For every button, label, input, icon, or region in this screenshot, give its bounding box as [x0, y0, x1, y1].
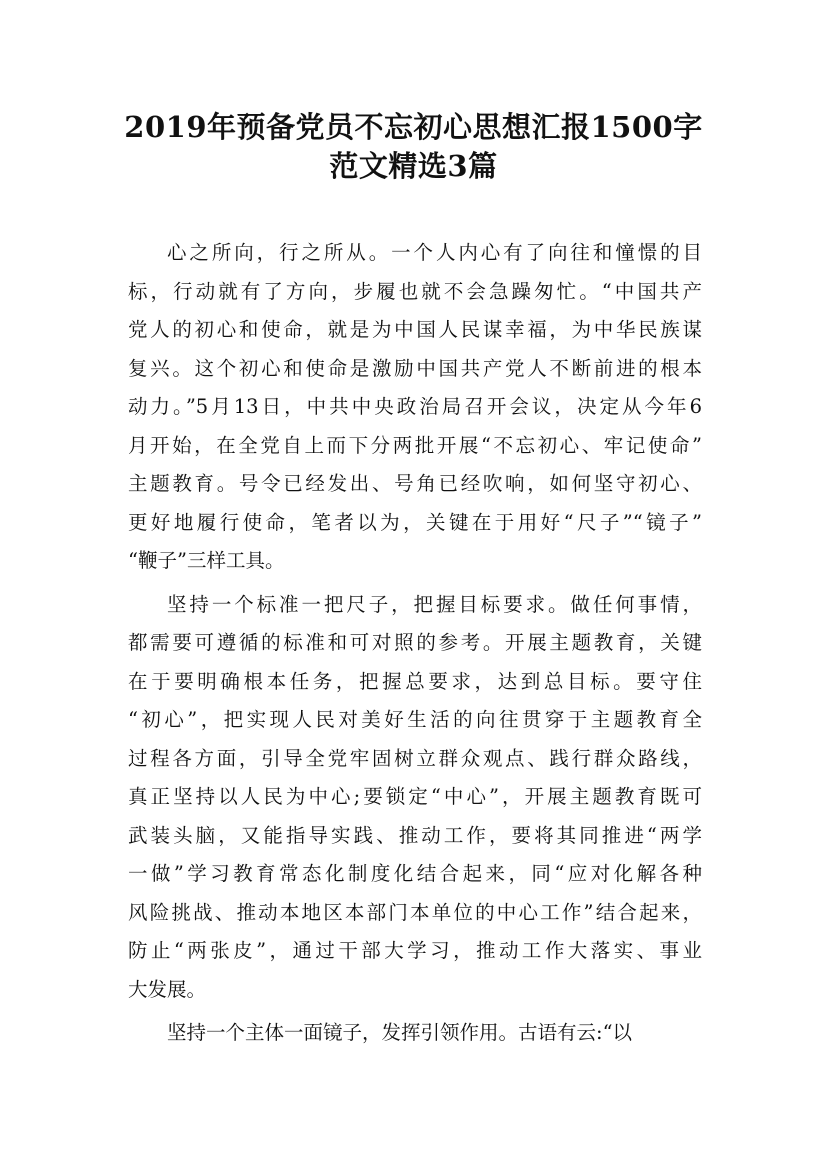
paragraph-line: 大发展。: [128, 977, 207, 1001]
paragraph-line: 主题教育。号令已经发出、号角已经吹响，如何坚守初心、: [128, 472, 702, 495]
paragraph-line: 在于要明确根本任务，把握总要求，达到总目标。要守住: [128, 669, 702, 693]
document-title-line-1: 2019年预备党员不忘初心思想汇报1500字: [124, 110, 703, 144]
paragraph-line: 复兴。这个初心和使命是激励中国共产党人不断前进的根本: [128, 356, 702, 380]
paragraph-line: 风险挑战、推动本地区本部门本单位的中心工作”结合起来，: [128, 900, 702, 924]
paragraph-line: 防止“两张皮”，通过干部大学习，推动工作大落实、事业: [128, 939, 702, 962]
paragraph-line: 真正坚持以人民为中心;要锁定“中心”，开展主题教育既可: [128, 785, 702, 808]
paragraph-2: [128, 586, 702, 1010]
paragraph-line: 武装头脑，又能指导实践、推动工作，要将其同推进“两学: [128, 823, 702, 847]
paragraph-line: 党人的初心和使命，就是为中国人民谋幸福，为中华民族谋: [128, 318, 702, 341]
paragraph-line: “初心”，把实现人民对美好生活的向往贯穿于主题教育全: [128, 708, 702, 731]
paragraph-line: 坚持一个主体一面镜子，发挥引领作用。古语有云:“以: [167, 1021, 633, 1044]
paragraph-1: [128, 234, 702, 581]
paragraph-3: [128, 1014, 702, 1053]
paragraph-line: 标，行动就有了方向，步履也就不会急躁匆忙。“中国共产: [128, 279, 702, 303]
paragraph-line: 坚持一个标准一把尺子，把握目标要求。做任何事情，: [167, 592, 702, 616]
paragraph-line: 动力。”5月13日，中共中央政治局召开会议，决定从今年6: [128, 395, 702, 418]
paragraph-line: 一做”学习教育常态化制度化结合起来，同“应对化解各种: [128, 862, 702, 885]
paragraph-line: 心之所向，行之所从。一个人内心有了向往和憧憬的目: [167, 241, 702, 264]
paragraph-line: 月开始，在全党自上而下分两批开展“不忘初心、牢记使命”: [128, 433, 702, 457]
paragraph-line: 更好地履行使命，笔者以为，关键在于用好“尺子”“镜子”: [128, 510, 702, 534]
paragraph-line: 过程各方面，引导全党牢固树立群众观点、践行群众路线，: [128, 746, 702, 770]
paragraph-line: “鞭子”三样工具。: [128, 549, 285, 572]
paragraph-line: 都需要可遵循的标准和可对照的参考。开展主题教育，关键: [128, 631, 702, 654]
document-title-line-2: 范文精选3篇: [329, 149, 498, 183]
document-body: [128, 234, 702, 1053]
